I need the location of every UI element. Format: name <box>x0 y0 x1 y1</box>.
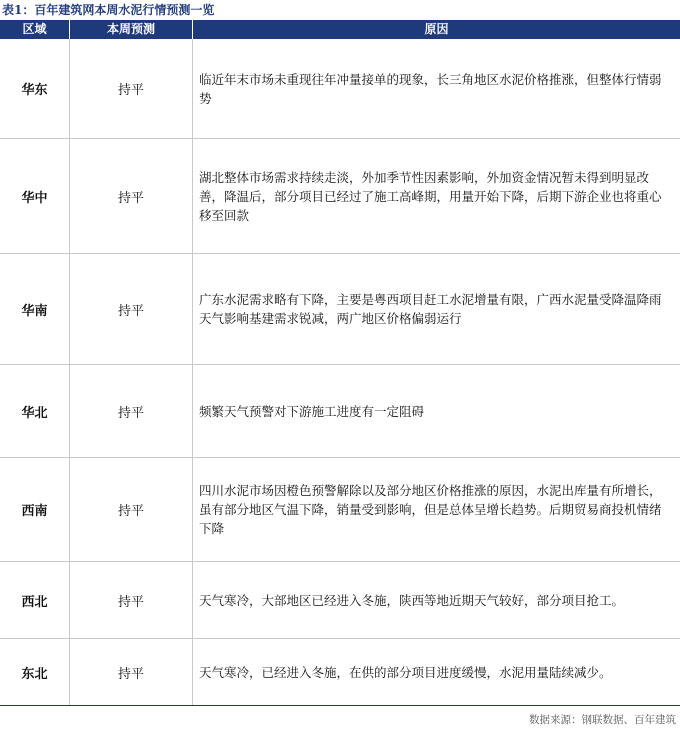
forecast-cell: 持平 <box>70 365 193 457</box>
region-cell: 华北 <box>0 365 70 457</box>
data-source-note: 数据来源：钢联数据、百年建筑 <box>529 714 676 726</box>
reason-cell: 天气寒冷，已经进入冬施，在供的部分项目进度缓慢，水泥用量陆续减少。 <box>199 664 612 680</box>
reason-cell: 四川水泥市场因橙色预警解除以及部分地区价格推涨的原因，水泥出库量有所增长，虽有部分地区气温下降，销量受到影响，但是总体呈增长趋势。后期贸易商投机情绪下降 <box>199 483 662 536</box>
reason-cell: 临近年末市场未重现往年冲量接单的现象，长三角地区水泥价格推涨，但整体行情弱势 <box>199 71 662 106</box>
region-cell: 西北 <box>0 562 70 638</box>
table-row <box>0 639 680 705</box>
forecast-cell: 持平 <box>70 562 193 638</box>
forecast-cell: 持平 <box>70 639 193 705</box>
table-row <box>0 562 680 639</box>
region-cell: 西南 <box>0 458 70 561</box>
region-cell: 华南 <box>0 254 70 364</box>
region-cell: 华中 <box>0 139 70 253</box>
reason-cell: 频繁天气预警对下游施工进度有一定阻碍 <box>199 403 425 419</box>
forecast-cell: 持平 <box>70 39 193 138</box>
header-reason: 原因 <box>424 22 449 36</box>
region-cell: 华东 <box>0 39 70 138</box>
forecast-cell: 持平 <box>70 458 193 561</box>
table-header <box>0 20 680 39</box>
table-row <box>0 365 680 458</box>
region-cell: 东北 <box>0 639 70 705</box>
forecast-cell: 持平 <box>70 254 193 364</box>
table-row <box>0 254 680 365</box>
table-row <box>0 39 680 139</box>
header-forecast: 本周预测 <box>70 20 193 39</box>
table-row <box>0 458 680 562</box>
header-region: 区域 <box>0 20 70 39</box>
reason-cell: 湖北整体市场需求持续走淡，外加季节性因素影响，外加资金情况暂未得到明显改善，降温后，部分项目已经过了施工高峰期，用量开始下降，后期下游企业也将重心移至回款 <box>199 169 662 223</box>
reason-cell: 天气寒冷，大部地区已经进入冬施，陕西等地近期天气较好，部分项目抢工。 <box>199 592 625 608</box>
table-caption: 表1：百年建筑网本周水泥行情预测一览 <box>2 3 215 17</box>
reason-cell: 广东水泥需求略有下降，主要是粤西项目赶工水泥增量有限，广西水泥量受降温降雨天气影响基建需求锐减，两广地区价格偏弱运行 <box>199 292 662 326</box>
table-row <box>0 139 680 254</box>
forecast-cell: 持平 <box>70 139 193 253</box>
bottom-rule <box>0 705 680 706</box>
table-body <box>0 39 680 705</box>
